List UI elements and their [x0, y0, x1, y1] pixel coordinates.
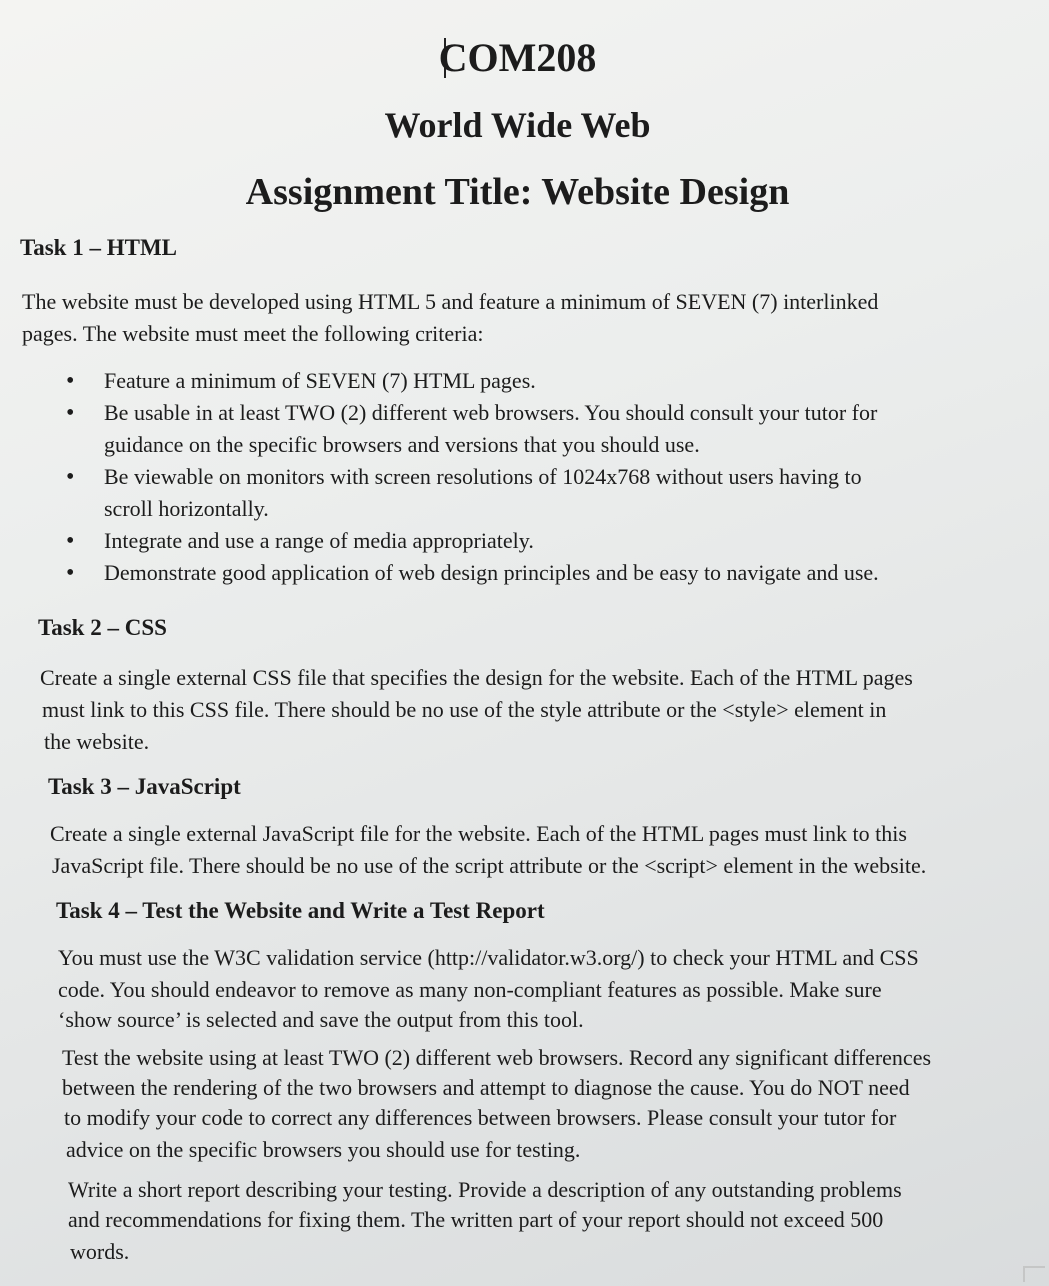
list-item-text: Demonstrate good application of web design principles and be easy to navigate and use. — [104, 560, 879, 585]
task2-heading: Task 2 – CSS — [38, 615, 167, 640]
course-name: World Wide Web — [384, 105, 651, 145]
corner-fold-icon — [1023, 1266, 1045, 1282]
course-code: COM208 — [438, 35, 597, 80]
list-item-text: Be usable in at least TWO (2) different web browsers. You should consult your tutor for — [104, 400, 878, 425]
task3-heading: Task 3 – JavaScript — [48, 774, 241, 799]
list-item-text: Be viewable on monitors with screen resolutions of 1024x768 without users having to — [104, 464, 862, 489]
list-item — [66, 461, 879, 525]
task4-p2-line1: Test the website using at least TWO (2) different web browsers. Record any significant differences — [62, 1045, 932, 1070]
list-item — [66, 397, 879, 461]
task1-heading: Task 1 – HTML — [20, 235, 178, 260]
assignment-title: Assignment Title: Website Design — [245, 171, 790, 213]
task2-line1: Create a single external CSS file that specifies the design for the website. Each of the HTML pages — [40, 665, 913, 690]
task4-p2-line3: to modify your code to correct any differences between browsers. Please consult your tutor for — [64, 1105, 897, 1130]
task2-line3: the website. — [44, 729, 150, 754]
list-item-text: Feature a minimum of SEVEN (7) HTML pages. — [104, 368, 536, 393]
list-item-text-cont: guidance on the specific browsers and versions that you should use. — [104, 432, 700, 457]
task4-p2-line2: between the rendering of the two browsers and attempt to diagnose the cause. You do NOT need — [62, 1075, 910, 1100]
list-item-text: Integrate and use a range of media appropriately. — [104, 528, 534, 553]
task4-heading: Task 4 – Test the Website and Write a Test Report — [56, 898, 545, 923]
task1-intro-line1: The website must be developed using HTML 5 and feature a minimum of SEVEN (7) interlinked — [22, 289, 879, 314]
task3-line2: JavaScript file. There should be no use of the script attribute or the <script> element in the website. — [52, 853, 927, 878]
task1-criteria-list — [66, 365, 879, 589]
list-item-text-cont: scroll horizontally. — [104, 496, 269, 521]
task4-p1-line2: code. You should endeavor to remove as many non-compliant features as possible. Make sure — [58, 977, 882, 1002]
list-item — [66, 365, 879, 397]
list-item — [66, 525, 879, 557]
list-item — [66, 557, 879, 589]
task1-intro-line2: pages. The website must meet the following criteria: — [22, 321, 484, 346]
task4-p3-line3: words. — [70, 1239, 130, 1264]
task2-line2: must link to this CSS file. There should be no use of the style attribute or the <style> element in — [42, 697, 887, 722]
task4-p1-line3: ‘show source’ is selected and save the output from this tool. — [58, 1007, 584, 1032]
task4-p3-line2: and recommendations for fixing them. The written part of your report should not exceed 500 — [68, 1207, 884, 1232]
task4-p3-line1: Write a short report describing your testing. Provide a description of any outstanding problems — [68, 1177, 902, 1202]
task4-p2-line4: advice on the specific browsers you should use for testing. — [66, 1137, 581, 1162]
task4-p1-line1: You must use the W3C validation service (http://validator.w3.org/) to check your HTML and CSS — [58, 945, 919, 970]
task3-line1: Create a single external JavaScript file for the website. Each of the HTML pages must link to this — [50, 821, 907, 846]
